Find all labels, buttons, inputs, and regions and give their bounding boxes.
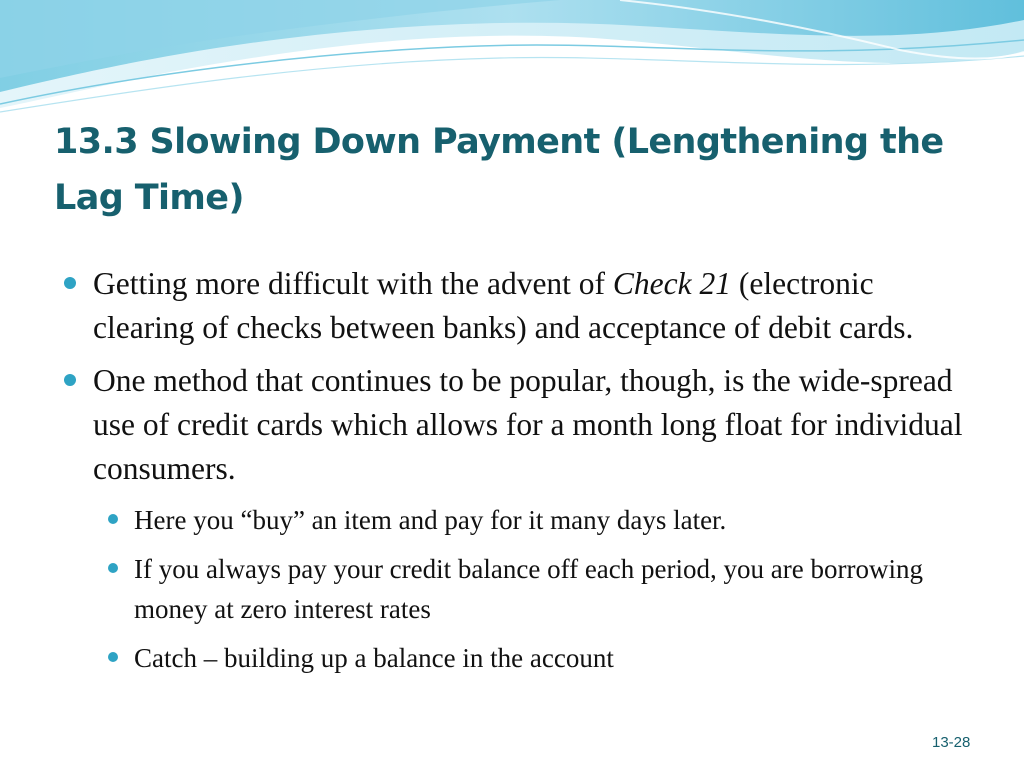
sub-bullet-item [102, 638, 980, 678]
bullet-text: One method that continues to be popular, though, is the wide-spread use of credit cards which allows for a month long float for individual consumers. [93, 363, 963, 486]
page-number: 13-28 [932, 734, 971, 751]
bullet-dot-icon [108, 514, 118, 524]
bullet-dot-icon [64, 277, 76, 289]
bullet-emphasis: Check 21 [612, 266, 732, 301]
sub-bullet-text: Here you “buy” an item and pay for it many days later. [134, 505, 727, 535]
sub-bullet-item [102, 500, 980, 540]
sub-bullet-text: If you always pay your credit balance off each period, you are borrowing money at zero interest rates [134, 554, 923, 624]
bullet-list [60, 262, 980, 687]
bullet-item [60, 359, 980, 491]
sub-bullet-text: Catch – building up a balance in the account [134, 643, 614, 673]
bullet-text: Getting more difficult with the advent of [93, 266, 613, 301]
bullet-text: (electronic clearing of checks between banks) and acceptance of debit cards. [93, 266, 914, 345]
bullet-dot-icon [108, 563, 118, 573]
header-wave-decoration [0, 0, 1024, 130]
bullet-item [60, 262, 980, 350]
bullet-dot-icon [64, 374, 76, 386]
sub-bullet-item [102, 549, 980, 629]
bullet-dot-icon [108, 652, 118, 662]
slide-title: 13.3 Slowing Down Payment (Lengthening the Lag Time) [54, 122, 944, 218]
